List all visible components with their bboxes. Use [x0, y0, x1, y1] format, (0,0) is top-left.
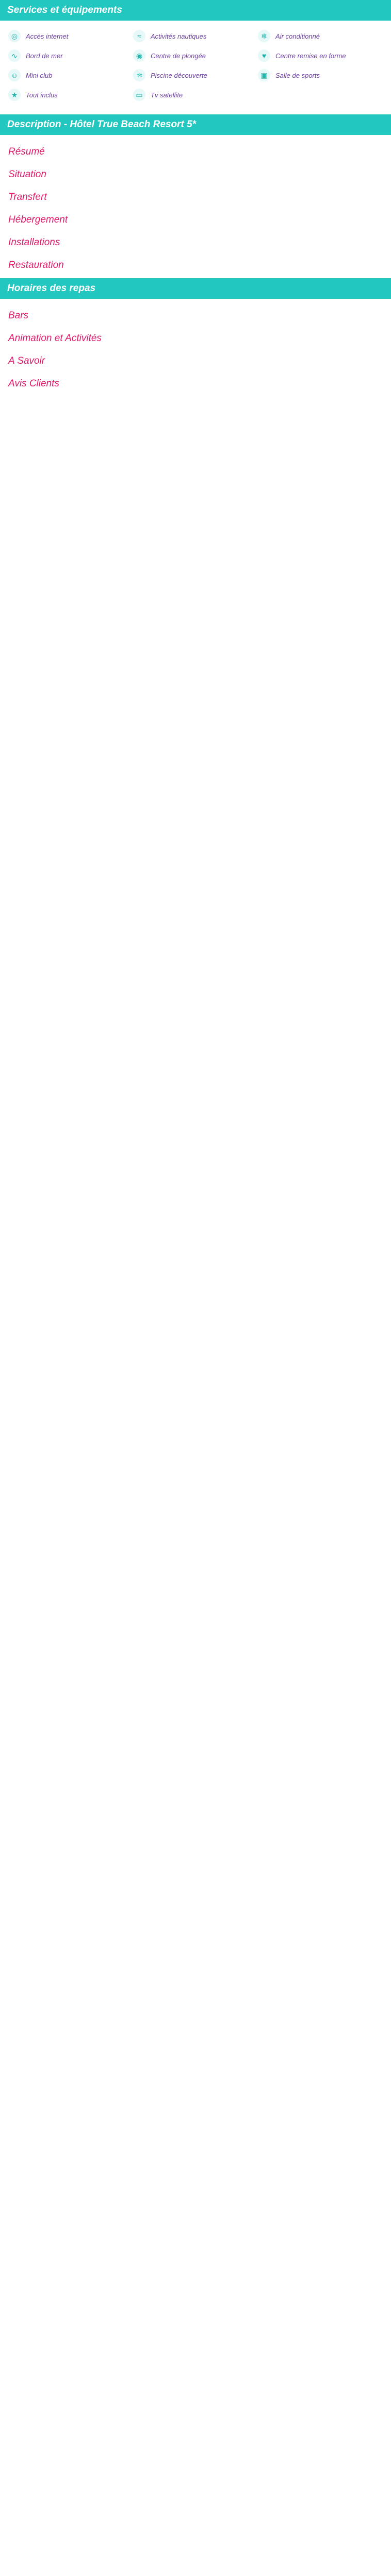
- wifi-icon: ◎: [8, 30, 21, 42]
- amenity-label: Tout inclus: [26, 91, 58, 99]
- amenity-label: Activités nautiques: [151, 32, 207, 40]
- amenity-label: Piscine découverte: [151, 71, 207, 79]
- amenity-item: [258, 49, 383, 62]
- amenities-band: Services et équipements: [0, 0, 391, 21]
- hotel-page: [0, 0, 391, 415]
- amenities-grid: [0, 26, 391, 107]
- air-conditioning-icon: ❄: [258, 30, 270, 42]
- gym-icon: ▣: [258, 69, 270, 81]
- amenity-label: Tv satellite: [151, 91, 183, 99]
- section-title: Animation et Activités: [8, 333, 102, 344]
- amenity-item: [258, 69, 383, 81]
- amenity-label: Air conditionné: [275, 32, 320, 40]
- section-title: Situation: [8, 169, 46, 180]
- amenity-item: [8, 49, 133, 62]
- amenity-label: Centre de plongée: [151, 52, 206, 60]
- amenity-label: Accès internet: [26, 32, 69, 40]
- section-title: Avis Clients: [8, 378, 59, 389]
- amenity-item: [133, 30, 258, 42]
- kids-club-icon: ☺: [8, 69, 21, 81]
- hours-band: Horaires des repas: [0, 278, 391, 299]
- amenity-item: [133, 49, 258, 62]
- amenity-item: [8, 69, 133, 81]
- section-title: Bars: [8, 310, 29, 321]
- fitness-icon: ♥: [258, 49, 270, 62]
- sea-icon: ∿: [8, 49, 21, 62]
- water-activities-icon: ≈: [133, 30, 145, 42]
- amenity-label: Bord de mer: [26, 52, 63, 60]
- amenity-item: [8, 89, 133, 101]
- section-title: Résumé: [8, 146, 45, 157]
- description-band: Description - Hôtel True Beach Resort 5*: [0, 114, 391, 135]
- description-sections: [0, 146, 391, 271]
- amenity-item: [8, 30, 133, 42]
- bars-activities-sections: [0, 310, 391, 367]
- section-title: Transfert: [8, 192, 47, 202]
- amenity-label: Mini club: [26, 71, 53, 79]
- section-title: Installations: [8, 237, 60, 248]
- section-title: Restauration: [8, 260, 64, 270]
- amenity-item: [133, 89, 258, 101]
- amenity-label: Centre remise en forme: [275, 52, 346, 60]
- section-title: Hébergement: [8, 214, 68, 225]
- tv-icon: ▭: [133, 89, 145, 101]
- amenity-label: Salle de sports: [275, 71, 320, 79]
- pool-icon: ♒: [133, 69, 145, 81]
- all-inclusive-icon: ★: [8, 89, 21, 101]
- amenity-item: [133, 69, 258, 81]
- amenity-item: [258, 30, 383, 42]
- reviews-sections: [0, 378, 391, 389]
- diving-icon: ◉: [133, 49, 145, 62]
- section-title: A Savoir: [8, 355, 45, 366]
